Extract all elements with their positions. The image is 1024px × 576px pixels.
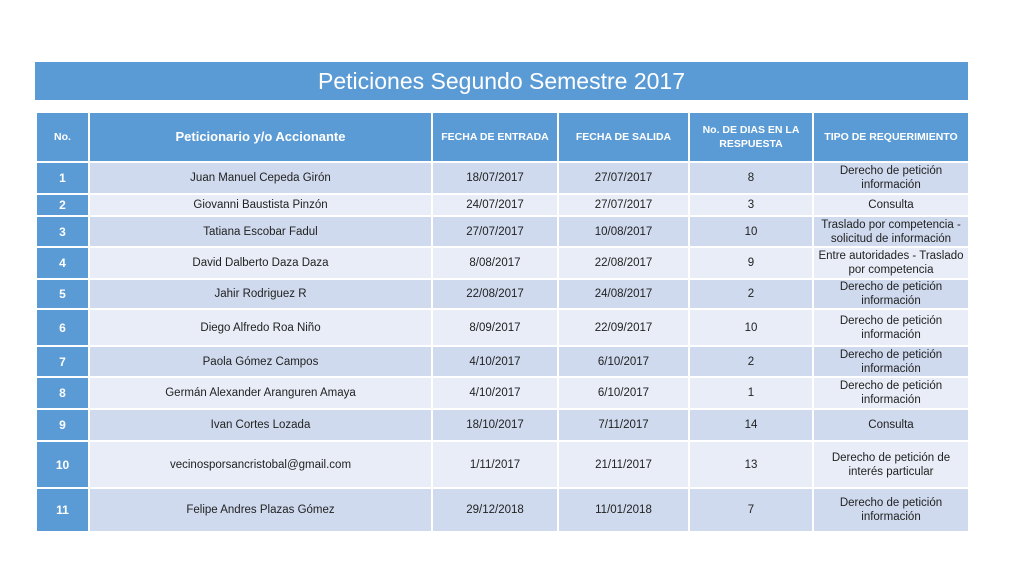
cell-name: Juan Manuel Cepeda Girón (89, 162, 432, 194)
table-row (36, 441, 969, 488)
cell-tipo: Consulta (813, 409, 969, 441)
cell-salida: 27/07/2017 (558, 162, 689, 194)
header-entrada: FECHA DE ENTRADA (432, 112, 558, 162)
cell-entrada: 22/08/2017 (432, 279, 558, 309)
cell-tipo: Derecho de petición información (813, 279, 969, 309)
cell-salida: 7/11/2017 (558, 409, 689, 441)
cell-entrada: 27/07/2017 (432, 216, 558, 247)
cell-entrada: 24/07/2017 (432, 194, 558, 216)
cell-salida: 6/10/2017 (558, 346, 689, 377)
cell-tipo: Derecho de petición información (813, 162, 969, 194)
cell-tipo: Consulta (813, 194, 969, 216)
cell-no: 10 (36, 441, 89, 488)
cell-name: Ivan Cortes Lozada (89, 409, 432, 441)
cell-name: Tatiana Escobar Fadul (89, 216, 432, 247)
cell-salida: 22/08/2017 (558, 247, 689, 279)
cell-no: 6 (36, 309, 89, 346)
cell-name: Paola Gómez Campos (89, 346, 432, 377)
cell-tipo: Derecho de petición información (813, 488, 969, 532)
cell-tipo: Traslado por competencia - solicitud de información (813, 216, 969, 247)
cell-tipo: Derecho de petición de interés particular (813, 441, 969, 488)
table-row (36, 162, 969, 194)
page-title: Peticiones Segundo Semestre 2017 (35, 62, 968, 100)
table-row (36, 488, 969, 532)
cell-tipo: Derecho de petición información (813, 309, 969, 346)
cell-salida: 6/10/2017 (558, 377, 689, 409)
cell-dias: 1 (689, 377, 813, 409)
cell-dias: 2 (689, 346, 813, 377)
cell-entrada: 18/07/2017 (432, 162, 558, 194)
cell-entrada: 18/10/2017 (432, 409, 558, 441)
cell-dias: 13 (689, 441, 813, 488)
table-row (36, 409, 969, 441)
cell-name: Germán Alexander Aranguren Amaya (89, 377, 432, 409)
table-header-row (36, 112, 969, 162)
cell-no: 2 (36, 194, 89, 216)
cell-tipo: Derecho de petición información (813, 346, 969, 377)
cell-dias: 7 (689, 488, 813, 532)
cell-no: 9 (36, 409, 89, 441)
table-row (36, 377, 969, 409)
cell-dias: 2 (689, 279, 813, 309)
cell-name: Diego Alfredo Roa Niño (89, 309, 432, 346)
cell-dias: 10 (689, 309, 813, 346)
table-row (36, 346, 969, 377)
table-row (36, 194, 969, 216)
cell-entrada: 4/10/2017 (432, 346, 558, 377)
cell-entrada: 4/10/2017 (432, 377, 558, 409)
cell-no: 5 (36, 279, 89, 309)
cell-no: 7 (36, 346, 89, 377)
header-no: No. (36, 112, 89, 162)
cell-entrada: 8/08/2017 (432, 247, 558, 279)
cell-dias: 3 (689, 194, 813, 216)
cell-tipo: Entre autoridades - Traslado por competencia (813, 247, 969, 279)
cell-entrada: 1/11/2017 (432, 441, 558, 488)
cell-dias: 9 (689, 247, 813, 279)
cell-dias: 8 (689, 162, 813, 194)
header-salida: FECHA DE SALIDA (558, 112, 689, 162)
cell-salida: 21/11/2017 (558, 441, 689, 488)
table-row (36, 216, 969, 247)
cell-name: vecinosporsancristobal@gmail.com (89, 441, 432, 488)
cell-entrada: 8/09/2017 (432, 309, 558, 346)
table-row (36, 309, 969, 346)
table-row (36, 247, 969, 279)
cell-salida: 24/08/2017 (558, 279, 689, 309)
cell-no: 3 (36, 216, 89, 247)
cell-tipo: Derecho de petición información (813, 377, 969, 409)
cell-name: Giovanni Baustista Pinzón (89, 194, 432, 216)
cell-dias: 10 (689, 216, 813, 247)
cell-no: 11 (36, 488, 89, 532)
header-dias: No. DE DIAS EN LA RESPUESTA (689, 112, 813, 162)
cell-no: 1 (36, 162, 89, 194)
cell-salida: 11/01/2018 (558, 488, 689, 532)
cell-name: Felipe Andres Plazas Gómez (89, 488, 432, 532)
cell-salida: 27/07/2017 (558, 194, 689, 216)
cell-dias: 14 (689, 409, 813, 441)
table-row (36, 279, 969, 309)
cell-salida: 10/08/2017 (558, 216, 689, 247)
cell-no: 4 (36, 247, 89, 279)
peticiones-table (35, 111, 970, 533)
cell-salida: 22/09/2017 (558, 309, 689, 346)
header-tipo: TIPO DE REQUERIMIENTO (813, 112, 969, 162)
header-name: Peticionario y/o Accionante (89, 112, 432, 162)
cell-name: David Dalberto Daza Daza (89, 247, 432, 279)
cell-entrada: 29/12/2018 (432, 488, 558, 532)
cell-no: 8 (36, 377, 89, 409)
cell-name: Jahir Rodriguez R (89, 279, 432, 309)
